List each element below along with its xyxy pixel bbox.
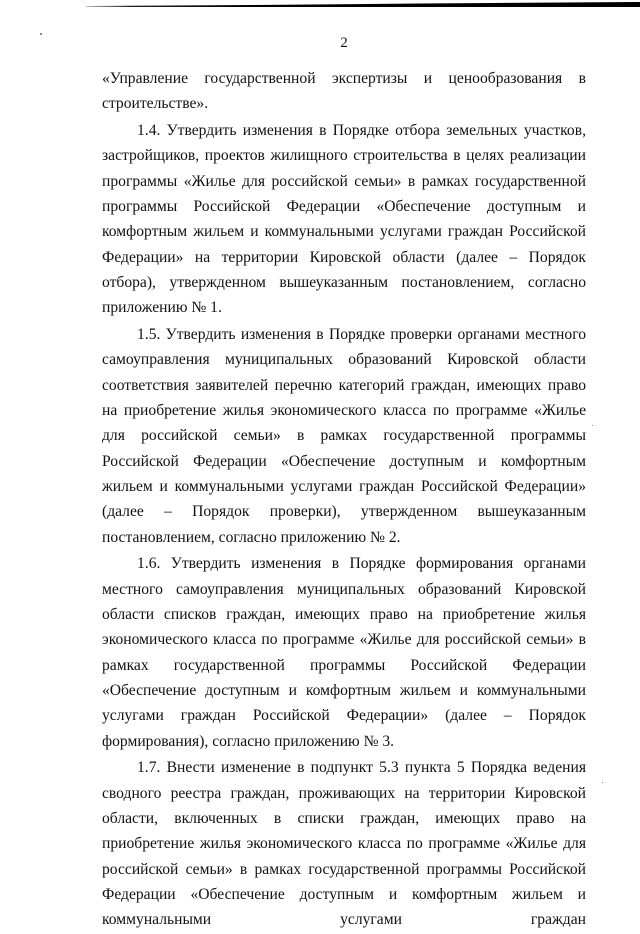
scan-speck: [602, 782, 603, 783]
scan-speck: [592, 425, 593, 426]
scan-speck: [40, 33, 42, 35]
document-body: [102, 66, 586, 934]
paragraph-1-5: 1.5. Утвердить изменения в Порядке проверки органами местного самоуправления муниципальных образований Кировской области соответствия заявителей перечню категорий граждан, имеющих право на приобретение жилья экономического класса по программе «Жилье для российской семьи» в рамках государственной программы Российской Федерации «Обеспечение доступным и комфортным жильем и коммунальными услугами граждан Российской Федерации» (далее – Порядок проверки), утвержденном вышеуказанным постановлением, согласно приложению № 2.: [102, 326, 586, 546]
paragraph-1-6: 1.6. Утвердить изменения в Порядке формирования органами местного самоуправления муниципальных образований Кировской области списков граждан, имеющих право на приобретение жилья экономического класса по программе «Жилье для российской семьи» в рамках государственной программы Российской Федерации «Обеспечение доступным и комфортным жильем и коммунальными услугами граждан Российской Федерации» (далее – Порядок формирования), согласно приложению № 3.: [102, 555, 586, 750]
paragraph-continuation: «Управление государственной экспертизы и ценообразования в строительстве».: [102, 70, 586, 113]
paragraph-1-4: 1.4. Утвердить изменения в Порядке отбора земельных участков, застройщиков, проектов жилищного строительства в целях реализации программы «Жилье для российской семьи» в рамках государственной программы Российской Федерации «Обеспечение доступным и комфортным жильем и коммунальными услугами граждан Российской Федерации» на территории Кировской области (далее – Порядок отбора), утвержденном вышеуказанным постановлением, согласно приложению № 1.: [102, 122, 586, 317]
paragraph-1-7: 1.7. Внести изменение в подпункт 5.3 пункта 5 Порядка ведения сводного реестра граждан, проживающих на территории Кировской области, включенных в списки граждан, имеющих право на приобретение жилья экономического класса по программе «Жилье для российской семьи» в рамках государственной программы Российской Федерации «Обеспечение доступным и комфортным жильем и коммунальными услугами граждан: [102, 759, 586, 929]
scan-edge-line: [86, 2, 640, 7]
page-number: 2: [340, 35, 348, 51]
